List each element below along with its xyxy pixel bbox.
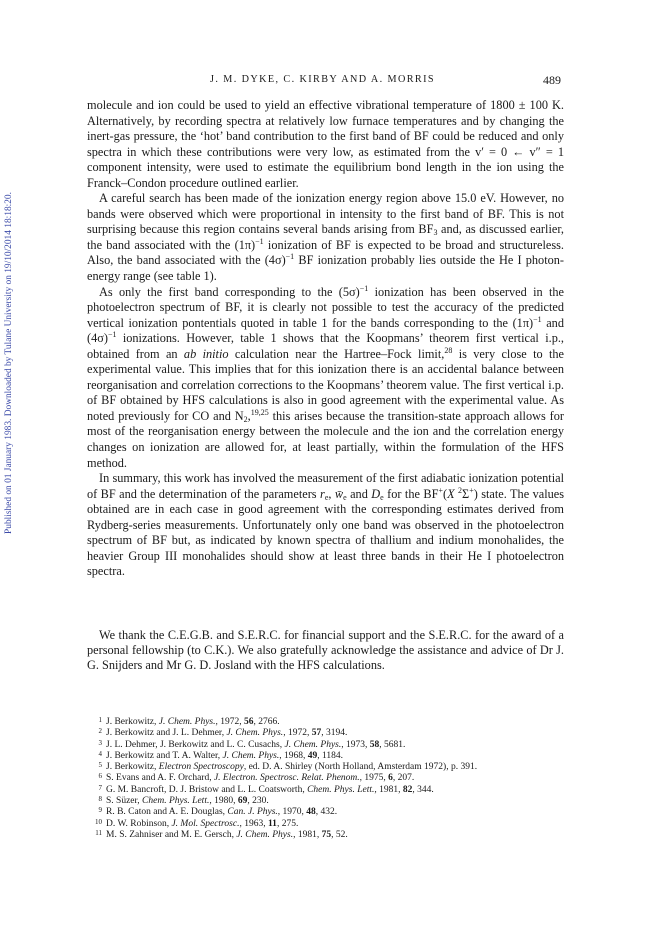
text-run: and, as discussed earlier, the band associated with the (1π) xyxy=(87,222,564,252)
reference-year: , 1968, xyxy=(279,750,308,761)
symbol: Σ xyxy=(462,486,470,501)
reference-year: , 1963, xyxy=(239,818,268,829)
subscript: 2 xyxy=(243,414,248,424)
superscript: −1 xyxy=(107,330,117,340)
reference-list xyxy=(90,717,560,841)
reference-journal: Chem. Phys. Lett. xyxy=(307,784,375,795)
text-run: is very close to the experimental value. This implies that for this ionization there is an accidental balance between reorganisation and correlation corrections to the Koopmans’ theorem value. The first vertical i.p. of BF obtained by HFS calculations is also in good agreement with the experimental value. As noted previously for CO and N xyxy=(87,346,565,423)
text-run: BF ionization probably lies outside the He I photon-energy range (see table 1). xyxy=(87,253,565,284)
reference-number: 1 xyxy=(98,716,102,724)
superscript: −1 xyxy=(359,283,369,293)
reference-number: 8 xyxy=(98,795,102,804)
symbol: w̄ xyxy=(334,486,344,501)
acknowledgement: We thank the C.E.G.B. and S.E.R.C. for financial support and the S.E.R.C. for the award of a personal fellowship (to C.K.). We also gratefully acknowledge the assistance and advice of Dr J. G. Snijders and Mr G. D. Josland with the HFS calculations. xyxy=(87,628,564,673)
symbol: D xyxy=(371,486,381,501)
reference-authors: S. Süzer, xyxy=(106,796,143,807)
text-run: ) state. The values obtained are in each case in good agreement with the corresponding estimates derived from Rydberg-series measurements. Unfortunately only one band was observed in the photoelectron spectrum of BF but, as indicated by known spectra of thallium and indium monohalides, the heavier Group III monohalides should show at least three bands in their He I photoelectron spectra. xyxy=(87,486,565,579)
reference-journal: J. Chem. Phys. xyxy=(236,829,294,840)
download-stamp-text: Published on 01 January 1983. Downloaded by Tulane University on 19/10/2014 18:18:20. xyxy=(4,191,14,534)
reference-number: 9 xyxy=(98,806,102,815)
download-stamp xyxy=(3,110,15,615)
reference-pages: , 3194. xyxy=(321,728,348,739)
paragraph-3 xyxy=(87,285,564,472)
text-run: As only the first band corresponding to the (5σ) xyxy=(99,284,360,299)
paragraph-4 xyxy=(87,471,564,580)
citation-superscript: 28 xyxy=(444,345,453,355)
reference-volume: 48 xyxy=(306,807,316,818)
reference-year: , 1972, xyxy=(283,728,312,739)
reference-journal: Chem. Phys. Lett. xyxy=(142,796,210,807)
reference-journal: Electron Spectroscopy xyxy=(158,762,244,773)
reference-number: 2 xyxy=(98,727,102,736)
text-run: and xyxy=(346,486,372,501)
text-run: for the BF xyxy=(383,486,439,501)
symbol: r xyxy=(320,486,325,501)
reference-volume: 58 xyxy=(369,739,380,750)
symbol: X xyxy=(447,486,455,501)
reference-year: , 1972, xyxy=(215,717,245,727)
reference-item xyxy=(90,773,560,784)
reference-item xyxy=(90,751,560,762)
reference-authors: M. S. Zahniser and M. E. Gersch, xyxy=(106,829,237,840)
reference-item xyxy=(90,717,560,728)
paragraph-2 xyxy=(87,191,564,284)
reference-authors: J. Berkowitz and J. L. Dehmer, xyxy=(106,728,227,739)
page-number: 489 xyxy=(543,73,561,87)
reference-number: 6 xyxy=(98,772,102,781)
reference-year: , 1981, xyxy=(293,829,322,840)
text-run: calculation near the Hartree–Fock limit, xyxy=(228,346,445,361)
reference-number: 10 xyxy=(95,817,102,826)
reference-year: , 1973, xyxy=(341,739,370,750)
text-run: this arises because the transition-state approach allows for most of the reorganisation energy between the molecule and the ion and the correlation energy changes on ionization are allowed for, at least partially, within the formulation of the HFS method. xyxy=(87,408,564,470)
citation-superscript: 19,25 xyxy=(250,407,269,417)
reference-journal: Can. J. Phys. xyxy=(227,807,278,818)
text-run: In summary, this work has involved the measurement of the first adiabatic ionization potential of BF and the determination of the parameters xyxy=(87,471,564,501)
reference-pages: , 207. xyxy=(392,773,415,784)
reference-volume: 6 xyxy=(388,773,393,784)
reference-journal: J. Chem. Phys. xyxy=(284,739,342,750)
reference-pages: , 52. xyxy=(331,829,348,840)
superscript: −1 xyxy=(533,314,542,324)
superscript: 2 xyxy=(458,485,463,495)
text-run: A careful search has been made of the ionization energy region above 15.0 eV. However, no bands were observed which were proportional in intensity to the first band of BF. This is not surprising because this region contains several bands arising from BF xyxy=(87,191,564,237)
reference-journal: J. Chem. Phys. xyxy=(226,728,284,739)
reference-authors: S. Evans and A. F. Orchard, xyxy=(106,773,214,784)
subscript: e xyxy=(343,492,347,502)
subscript: e xyxy=(380,492,384,502)
superscript: −1 xyxy=(255,236,264,246)
reference-volume: 57 xyxy=(311,728,322,739)
text-run: , xyxy=(328,486,335,501)
superscript: −1 xyxy=(285,252,295,262)
reference-volume: 69 xyxy=(237,796,248,807)
running-head: J. M. DYKE, C. KIRBY AND A. MORRIS xyxy=(210,74,435,85)
italic-text: ab initio xyxy=(183,346,229,361)
reference-journal: J. Mol. Spectrosc. xyxy=(171,818,240,829)
text-run: ionizations. However, table 1 shows that the Koopmans’ theorem first vertical i.p., obtained from an xyxy=(87,331,564,361)
body-text xyxy=(87,98,564,580)
reference-number: 3 xyxy=(98,738,102,747)
text-run: ( xyxy=(442,486,448,501)
text-run: ionization has been observed in the photoelectron spectrum of BF, it is clearly not possible to test the accuracy of the predicted vertical ionization pontentials quoted in table 1 for the bands corresponding to the (1π) xyxy=(87,284,564,330)
text-run: , xyxy=(247,408,251,423)
reference-authors: D. W. Robinson, xyxy=(106,818,172,829)
reference-authors: J. Berkowitz, xyxy=(106,762,159,773)
text-run: and (4σ) xyxy=(87,315,564,346)
reference-journal: J. Chem. Phys. xyxy=(222,750,280,761)
reference-year: , 1970, xyxy=(277,807,307,818)
reference-item xyxy=(90,740,560,751)
reference-authors: J. L. Dehmer, J. Berkowitz and L. C. Cusachs, xyxy=(106,739,285,750)
reference-pages: , 1184. xyxy=(317,750,344,761)
reference-item xyxy=(90,819,560,830)
reference-year: , 1980, xyxy=(209,796,238,807)
reference-volume: 11 xyxy=(267,818,277,829)
reference-year: , 1981, xyxy=(374,784,403,795)
reference-pages: , 5681. xyxy=(379,739,406,750)
reference-authors: J. Berkowitz and T. A. Walter, xyxy=(106,750,223,761)
reference-authors: R. B. Caton and A. E. Douglas, xyxy=(106,807,228,818)
paragraph-1: molecule and ion could be used to yield an effective vibrational temperature of 1800 ± 100 K. Alternatively, by recording spectra at relatively low furnace temperatures and by changing the inert-gas pressure, the ‘hot’ band contribution to the first band of BF could be reduced and only spectra in which these contributions were very low, as estimated from the v′ = 0 ← v″ = 1 component intensity, were used to estimate the equilibrium bond length in the ion using the Franck–Condon procedure outlined earlier. xyxy=(87,98,564,190)
reference-volume: 82 xyxy=(402,784,413,795)
reference-authors: J. Berkowitz, xyxy=(106,717,159,727)
superscript: + xyxy=(438,485,443,495)
reference-number: 7 xyxy=(98,783,102,792)
reference-item xyxy=(90,762,560,773)
reference-number: 4 xyxy=(98,749,102,758)
reference-item xyxy=(90,796,560,807)
reference-item xyxy=(90,830,560,841)
reference-pages: , 2766. xyxy=(253,717,280,727)
reference-number: 11 xyxy=(95,828,102,837)
subscript: e xyxy=(324,492,329,502)
subscript: 3 xyxy=(433,228,438,238)
reference-item xyxy=(90,785,560,796)
page-header xyxy=(90,74,563,88)
superscript: + xyxy=(469,485,474,495)
reference-journal: J. Chem. Phys. xyxy=(158,717,216,727)
reference-year: , 1975, xyxy=(359,773,389,784)
reference-item xyxy=(90,807,560,818)
reference-journal: J. Electron. Spectrosc. Relat. Phenom. xyxy=(213,773,360,784)
reference-pages: , 230. xyxy=(247,796,269,807)
reference-year: , ed. D. A. Shirley (North Holland, Amsterdam 1972), p. 391. xyxy=(243,762,478,773)
reference-number: 5 xyxy=(98,761,102,770)
reference-pages: , 275. xyxy=(276,818,299,829)
reference-volume: 49 xyxy=(307,750,318,761)
reference-pages: , 432. xyxy=(315,807,338,818)
reference-volume: 75 xyxy=(321,829,332,840)
reference-pages: , 344. xyxy=(412,784,434,795)
reference-authors: G. M. Bancroft, D. J. Bristow and L. L. Coatsworth, xyxy=(106,784,308,795)
reference-volume: 56 xyxy=(244,717,254,727)
reference-item xyxy=(90,728,560,739)
text-run: ionization of BF is expected to be broad and structureless. Also, the band associated with the (4σ) xyxy=(87,237,565,268)
